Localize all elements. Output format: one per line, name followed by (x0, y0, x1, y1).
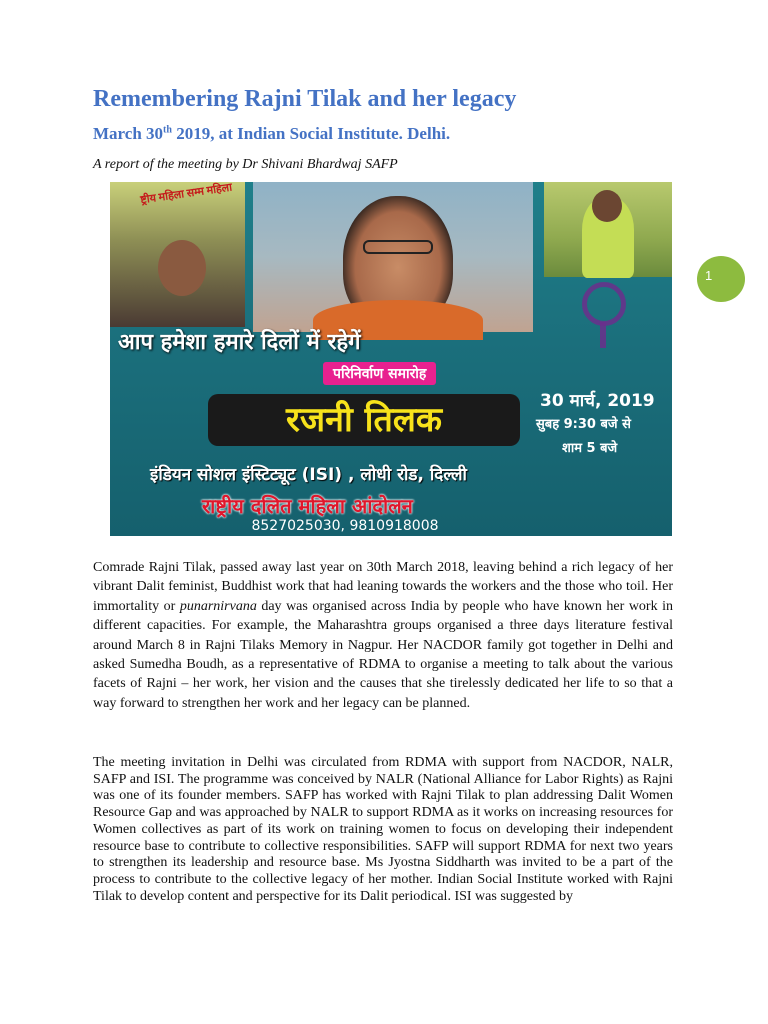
poster-organisation: राष्ट्रीय दलित महिला आंदोलन (202, 494, 413, 518)
event-poster-image (110, 182, 672, 536)
report-byline: A report of the meeting by Dr Shivani Bhardwaj SAFP (93, 157, 398, 172)
poster-ceremony-label: परिनिर्वाण समारोह (323, 362, 436, 385)
subtitle-superscript: th (163, 124, 172, 136)
poster-venue: इंडियन सोशल इंस्टिट्यूट (ISI) , लोधी रोड, दिल्ली (150, 465, 467, 485)
poster-photo-right (544, 182, 672, 277)
subtitle-date: March 30 (93, 124, 164, 143)
page-number: 1 (705, 268, 713, 283)
poster-phone-numbers: 8527025030, 9810918008 (251, 518, 439, 534)
portrait-glasses (363, 240, 433, 254)
paragraph-1-italic-term: punarnirvana (179, 598, 257, 614)
poster-photo-left (110, 182, 245, 327)
body-paragraph-1 (93, 558, 673, 713)
paragraph-1-text-start: Comrade Rajni Tilak, passed away last year on 30th March 2018, leaving behind a rich legacy of her vibrant Dalit feminist, Buddhist work that had leaning towards the workers and the those who toil. Her immortality or (93, 560, 673, 614)
page-number-badge (697, 256, 745, 302)
poster-end-time: शाम 5 बजे (562, 441, 618, 456)
poster-name: रजनी तिलक (286, 400, 442, 440)
poster-name-box (208, 394, 520, 446)
body-paragraph-2: The meeting invitation in Delhi was circulated from RDMA with support from NACDOR, NALR, SAFP and ISI. The programme was conceived by NALR (National Alliance for Labor Rights) as Rajni was one of its founder members. SAFP has worked with Rajni Tilak to plan addressing Dalit Women Resource Gap and was approached by NALR to support RDMA as it works on increasing resources for Women collectives as part of its work on training women to focus on developing their independent resource base to contribute to collective responsibilities. SAFP will support RDMA for next two years to strengthen its leadership and resource base. Ms Jyostna Siddharth was invited to be a part of the process to contribute to the collective legacy of her mother. Indian Social Institute worked with Rajni Tilak to develop content and perspective for its Dalit periodical. ISI was suggested by (93, 755, 673, 904)
photo-left-banner-text: ष्ट्रीय महिला सम्म महिला (139, 182, 233, 207)
paragraph-1-text-end: day was organised across India by people who have known her work in different capacities. For example, the Maharashtra groups organised a three days literature festival around March 8 in Rajni Tilaks Memory in Nagpur. Her NACDOR family got together in Delhi and asked Sumedha Boudh, as a representative of RDMA to organise a meeting to talk about the various facets of Rajni – her work, her vision and the causes that she tirelessly dedicated her life to so that a way forward to strengthen her work and her legacy can be planned. (93, 598, 674, 711)
photo-right-head (592, 190, 622, 222)
female-symbol-icon (582, 282, 626, 326)
subtitle-venue: 2019, at Indian Social Institute. Delhi. (171, 124, 451, 143)
female-symbol-stem (600, 322, 606, 348)
photo-left-face (158, 240, 206, 296)
document-subtitle (93, 124, 450, 144)
poster-start-time: सुबह 9:30 बजे से (536, 417, 631, 432)
poster-portrait (253, 182, 533, 332)
document-title: Remembering Rajni Tilak and her legacy (93, 86, 517, 112)
poster-date: 30 मार्च, 2019 (540, 391, 655, 411)
poster-tagline: आप हमेशा हमारे दिलों में रहेगें (118, 330, 361, 355)
